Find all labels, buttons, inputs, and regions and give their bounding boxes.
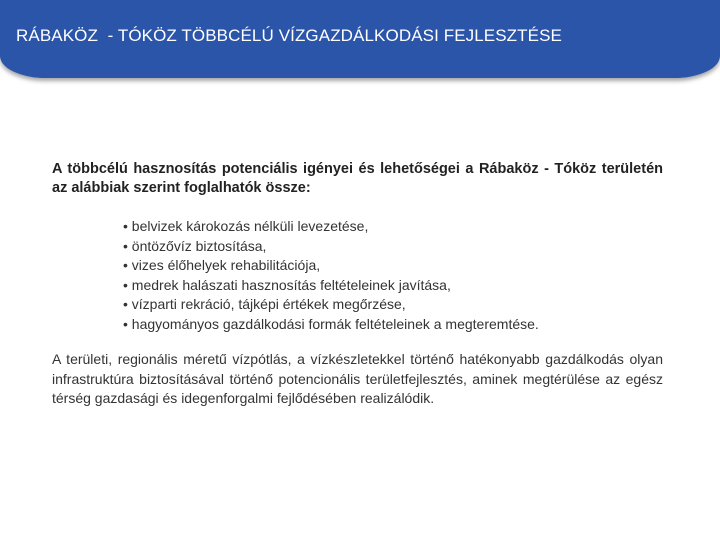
list-item: • medrek halászati hasznosítás feltételeinek javítása, bbox=[123, 276, 451, 293]
title-banner bbox=[0, 0, 720, 78]
list-item: • vízparti rekráció, tájképi értékek megőrzése, bbox=[123, 296, 406, 312]
list-item: • öntözővíz biztosítása, bbox=[123, 237, 267, 254]
closing-paragraph: A területi, regionális méretű vízpótlás, a vízkészletekkel történő hatékonyabb gazdálkodás olyan infrastruktúra biztosításával történő potencionális területfejlesztés, aminek megtérülése az egész térség gazdasági és idegenforgalmi fejlődésében realizálódik. bbox=[52, 351, 663, 406]
list-item: • belvizek károkozás nélküli levezetése, bbox=[123, 218, 369, 234]
slide-title: RÁBAKÖZ - TÓKÖZ TÖBBCÉLÚ VÍZGAZDÁLKODÁSI FEJLESZTÉSE bbox=[16, 26, 562, 45]
intro-paragraph: A többcélú hasznosítás potenciális igényei és lehetőségei a Rábaköz - Tóköz területén az alábbiak szerint foglalhatók össze: bbox=[52, 161, 663, 196]
slide-body bbox=[52, 160, 663, 409]
list-item: • hagyományos gazdálkodási formák feltételeinek a megteremtése. bbox=[123, 315, 539, 332]
list-item: • vizes élőhelyek rehabilitációja, bbox=[123, 257, 321, 273]
bullet-list bbox=[123, 217, 663, 334]
